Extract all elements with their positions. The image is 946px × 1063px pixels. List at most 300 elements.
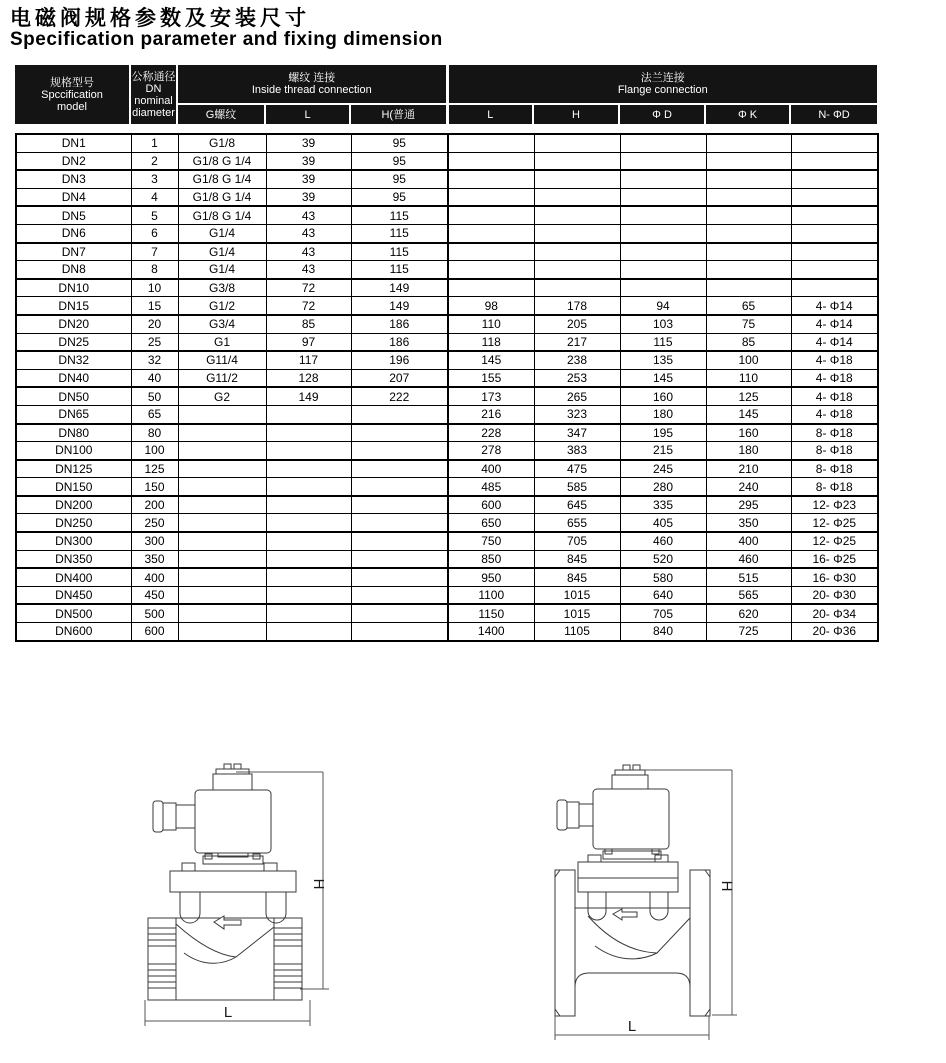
cell-thread-h: 115 [351,261,448,279]
cell-dn: 250 [131,514,178,532]
cell-thread-l [266,568,351,586]
cell-flange-d: 335 [620,496,706,514]
cell-g-thread: G1 [178,333,266,351]
cell-flange-k: 65 [706,297,791,315]
cell-flange-nd [791,188,878,206]
col-header-flange-l: L [447,104,533,124]
cell-model: DN600 [16,623,131,641]
cell-flange-nd: 8- Φ18 [791,478,878,496]
cell-model: DN200 [16,496,131,514]
cell-dn: 8 [131,261,178,279]
cell-flange-l: 173 [448,387,534,405]
cell-g-thread: G1/8 G 1/4 [178,206,266,224]
cell-thread-h: 115 [351,243,448,261]
cell-dn: 7 [131,243,178,261]
cell-dn: 100 [131,442,178,460]
cell-flange-k: 620 [706,604,791,622]
cell-g-thread: G11/4 [178,351,266,369]
cell-model: DN150 [16,478,131,496]
cell-flange-h [534,206,620,224]
threaded-valve-drawing [140,756,336,1048]
valve-seat-curve-lower [184,953,236,963]
cell-flange-l: 110 [448,315,534,333]
cell-flange-d: 580 [620,568,706,586]
cell-thread-h: 95 [351,188,448,206]
cell-flange-k: 515 [706,568,791,586]
cell-flange-h: 238 [534,351,620,369]
cell-flange-d: 195 [620,424,706,442]
cell-flange-k: 295 [706,496,791,514]
cell-dn: 6 [131,224,178,242]
flanged-valve-drawing [545,756,745,1056]
cell-dn: 20 [131,315,178,333]
bonnet-plate [578,862,678,892]
cell-flange-nd: 4- Φ14 [791,297,878,315]
col-header-model-en2: model [57,100,87,113]
page-title-chinese: 电磁阀规格参数及安装尺寸 [10,6,310,30]
cable-connector-mid [567,802,579,828]
cell-flange-nd: 4- Φ14 [791,315,878,333]
flow-arrow [613,909,637,920]
cell-flange-h: 475 [534,460,620,478]
cell-thread-l: 117 [266,351,351,369]
h-dimension-label: H [718,880,735,892]
cell-flange-l [448,170,534,188]
flange-left [555,870,575,1016]
cell-flange-d [620,188,706,206]
cell-model: DN400 [16,568,131,586]
cell-flange-d: 135 [620,351,706,369]
cell-flange-d: 180 [620,405,706,423]
cell-thread-h [351,442,448,460]
cell-flange-d [620,224,706,242]
cell-g-thread: G1/4 [178,224,266,242]
table-row [16,279,878,297]
table-row [16,496,878,514]
cell-flange-h: 655 [534,514,620,532]
body-lower-section [575,973,690,1014]
group-header-flange-en: Flange connection [617,84,708,96]
cell-flange-d: 280 [620,478,706,496]
cell-flange-d [620,152,706,170]
cell-model: DN25 [16,333,131,351]
cell-flange-d: 115 [620,333,706,351]
table-row [16,405,878,423]
cell-thread-h [351,460,448,478]
cell-dn: 65 [131,405,178,423]
cell-dn: 15 [131,297,178,315]
cell-flange-h [534,261,620,279]
cell-flange-h: 323 [534,405,620,423]
cell-g-thread: G1/8 G 1/4 [178,170,266,188]
cell-flange-l [448,188,534,206]
table-row [16,550,878,568]
cell-flange-nd: 4- Φ14 [791,333,878,351]
cell-flange-d [620,170,706,188]
group-header-thread-cn: 螺纹 连接 [288,72,336,84]
page-title-english: Specification parameter and fixing dimension [10,29,443,50]
cell-model: DN65 [16,405,131,423]
cell-flange-l [448,243,534,261]
cell-flange-l: 1400 [448,623,534,641]
cell-flange-nd: 16- Φ25 [791,550,878,568]
cell-model: DN8 [16,261,131,279]
table-row [16,424,878,442]
coil-cap [612,775,648,789]
table-row [16,586,878,604]
cell-flange-k: 460 [706,550,791,568]
cell-flange-d: 103 [620,315,706,333]
cell-thread-h: 115 [351,224,448,242]
cell-model: DN125 [16,460,131,478]
cell-flange-l: 400 [448,460,534,478]
spec-table-header [15,65,877,124]
cell-g-thread: G1/8 [178,134,266,152]
table-row [16,532,878,550]
cell-flange-d: 145 [620,369,706,387]
cell-g-thread: G3/4 [178,315,266,333]
cell-dn: 200 [131,496,178,514]
cell-thread-l: 43 [266,243,351,261]
cell-dn: 450 [131,586,178,604]
valve-seat-curve [588,916,690,953]
table-row [16,297,878,315]
table-row [16,442,878,460]
cell-flange-l [448,279,534,297]
cell-flange-h: 347 [534,424,620,442]
group-header-thread-en: Inside thread connection [251,84,372,96]
cell-flange-nd: 20- Φ34 [791,604,878,622]
cell-thread-l [266,532,351,550]
cell-flange-k: 110 [706,369,791,387]
cell-model: DN2 [16,152,131,170]
cell-flange-nd: 12- Φ25 [791,514,878,532]
coil-top-nub [633,765,640,770]
cell-flange-h: 705 [534,532,620,550]
cell-flange-k: 210 [706,460,791,478]
cell-flange-h: 1015 [534,604,620,622]
cell-flange-nd: 16- Φ30 [791,568,878,586]
cell-flange-h: 645 [534,496,620,514]
col-header-flange-d: Φ D [619,104,705,124]
cell-dn: 80 [131,424,178,442]
cell-flange-h: 217 [534,333,620,351]
bonnet-bolt [588,855,601,862]
cell-thread-h: 95 [351,152,448,170]
cell-flange-nd [791,243,878,261]
cell-dn: 5 [131,206,178,224]
cell-flange-d: 520 [620,550,706,568]
cell-dn: 3 [131,170,178,188]
cell-flange-l: 98 [448,297,534,315]
bonnet-bolt [182,863,195,871]
thread-hatch-right [274,928,302,988]
cell-thread-h: 149 [351,279,448,297]
cell-flange-d: 705 [620,604,706,622]
cell-flange-nd: 20- Φ36 [791,623,878,641]
cell-g-thread [178,405,266,423]
cable-connector-cap [557,800,567,830]
cell-g-thread [178,550,266,568]
cell-dn: 500 [131,604,178,622]
cell-flange-h: 253 [534,369,620,387]
cell-model: DN10 [16,279,131,297]
cell-thread-l [266,550,351,568]
col-header-thread-l: L [265,104,350,124]
cell-thread-h [351,478,448,496]
cell-flange-h: 1015 [534,586,620,604]
cell-flange-l: 650 [448,514,534,532]
cell-thread-h [351,568,448,586]
bonnet-plate [170,871,296,892]
cell-flange-k [706,224,791,242]
table-row [16,170,878,188]
cell-thread-l: 43 [266,261,351,279]
coil-top-nub [623,765,630,770]
table-row [16,224,878,242]
cell-model: DN500 [16,604,131,622]
cell-g-thread [178,532,266,550]
coil-top-nub [224,764,231,769]
table-row [16,369,878,387]
coil-box [195,790,271,853]
table-row [16,351,878,369]
cell-flange-l: 1100 [448,586,534,604]
cell-thread-h: 207 [351,369,448,387]
cable-connector-cap [153,801,163,832]
cell-flange-k [706,279,791,297]
table-row [16,333,878,351]
flange-right [690,870,710,1016]
cell-flange-l: 118 [448,333,534,351]
cell-thread-h [351,586,448,604]
cell-thread-l [266,460,351,478]
cell-flange-k: 75 [706,315,791,333]
cell-g-thread: G2 [178,387,266,405]
cell-flange-nd [791,279,878,297]
col-header-flange-h: H [533,104,619,124]
cell-thread-h: 196 [351,351,448,369]
cell-thread-l [266,424,351,442]
cell-g-thread [178,460,266,478]
cell-flange-l [448,224,534,242]
cell-thread-l: 43 [266,206,351,224]
cable-connector-base [579,804,593,826]
cell-model: DN32 [16,351,131,369]
table-row [16,460,878,478]
cell-flange-k: 400 [706,532,791,550]
table-row [16,514,878,532]
cell-thread-h [351,532,448,550]
cable-connector-mid [163,803,176,830]
cell-flange-l: 145 [448,351,534,369]
cell-dn: 125 [131,460,178,478]
cell-flange-k [706,188,791,206]
cell-thread-l: 149 [266,387,351,405]
cell-thread-l: 128 [266,369,351,387]
cell-flange-l: 228 [448,424,534,442]
cell-flange-d: 160 [620,387,706,405]
l-dimension-right [555,1016,709,1040]
cell-flange-l: 600 [448,496,534,514]
cell-flange-k: 125 [706,387,791,405]
cell-model: DN80 [16,424,131,442]
cell-dn: 50 [131,387,178,405]
cell-thread-l: 97 [266,333,351,351]
cell-flange-d: 245 [620,460,706,478]
table-row [16,604,878,622]
cell-thread-l [266,514,351,532]
table-row [16,315,878,333]
group-header-flange [447,65,877,104]
bonnet-tab [650,892,668,920]
cell-flange-h [534,134,620,152]
cell-flange-d [620,134,706,152]
cell-flange-l: 485 [448,478,534,496]
cell-dn: 300 [131,532,178,550]
cell-thread-h: 186 [351,333,448,351]
table-row [16,568,878,586]
table-row [16,478,878,496]
cell-flange-l: 155 [448,369,534,387]
cell-flange-nd: 4- Φ18 [791,405,878,423]
cell-thread-l [266,496,351,514]
cell-flange-k: 240 [706,478,791,496]
col-header-model [15,65,130,124]
cell-flange-nd: 4- Φ18 [791,387,878,405]
cell-g-thread [178,623,266,641]
cell-g-thread: G11/2 [178,369,266,387]
cell-dn: 4 [131,188,178,206]
cell-flange-k [706,261,791,279]
l-dimension-label: L [223,1004,233,1021]
cell-dn: 150 [131,478,178,496]
cell-flange-nd: 8- Φ18 [791,424,878,442]
cell-flange-nd: 4- Φ18 [791,351,878,369]
cell-flange-d [620,261,706,279]
cell-flange-k: 565 [706,586,791,604]
cell-g-thread [178,424,266,442]
cell-flange-k [706,134,791,152]
cell-g-thread [178,568,266,586]
cell-thread-l [266,478,351,496]
cell-thread-l: 39 [266,170,351,188]
cell-flange-h [534,224,620,242]
cell-flange-h: 1105 [534,623,620,641]
cell-flange-nd [791,152,878,170]
cell-thread-h: 149 [351,297,448,315]
spec-table-body [15,133,879,642]
table-row [16,188,878,206]
cell-thread-l [266,442,351,460]
cell-model: DN3 [16,170,131,188]
cell-flange-nd: 8- Φ18 [791,460,878,478]
cell-thread-l: 43 [266,224,351,242]
cell-flange-k: 145 [706,405,791,423]
cell-flange-d [620,206,706,224]
col-header-dn-cn: 公称通径 [131,70,176,83]
cell-model: DN20 [16,315,131,333]
cell-model: DN7 [16,243,131,261]
cell-model: DN1 [16,134,131,152]
col-header-dn-nominal: nominal [134,94,173,107]
cell-flange-l [448,206,534,224]
cell-flange-h: 265 [534,387,620,405]
cell-flange-k: 160 [706,424,791,442]
cell-model: DN250 [16,514,131,532]
h-dimension-left [236,772,329,989]
col-header-flange-k: Φ K [705,104,790,124]
cell-flange-d: 840 [620,623,706,641]
cell-g-thread [178,586,266,604]
cell-g-thread [178,604,266,622]
cell-flange-l [448,152,534,170]
cell-flange-nd [791,134,878,152]
table-row [16,152,878,170]
cell-g-thread: G3/8 [178,279,266,297]
cell-g-thread: G1/4 [178,261,266,279]
cell-model: DN15 [16,297,131,315]
cell-flange-h [534,152,620,170]
h-dimension-label: H [310,878,327,890]
cell-flange-nd [791,261,878,279]
cell-dn: 400 [131,568,178,586]
cell-flange-k: 725 [706,623,791,641]
cell-flange-nd: 20- Φ30 [791,586,878,604]
cell-model: DN6 [16,224,131,242]
cell-dn: 350 [131,550,178,568]
cell-thread-l [266,623,351,641]
table-row [16,261,878,279]
cell-dn: 32 [131,351,178,369]
cell-thread-h [351,496,448,514]
cell-thread-l [266,586,351,604]
cell-thread-h [351,424,448,442]
cell-flange-l: 1150 [448,604,534,622]
cell-flange-d [620,243,706,261]
cell-thread-l: 39 [266,134,351,152]
cell-dn: 10 [131,279,178,297]
l-dimension-label: L [627,1018,637,1035]
cell-flange-h: 205 [534,315,620,333]
bonnet-bolt [264,863,277,871]
table-row [16,243,878,261]
cell-dn: 1 [131,134,178,152]
cell-dn: 600 [131,623,178,641]
cell-thread-l: 39 [266,152,351,170]
cell-flange-k: 350 [706,514,791,532]
cell-flange-l [448,134,534,152]
col-header-g-thread: G螺纹 [177,104,265,124]
cell-flange-nd: 8- Φ18 [791,442,878,460]
coil-box [593,789,669,849]
cell-flange-h: 178 [534,297,620,315]
col-header-thread-h: H(普通 [350,104,447,124]
cell-flange-nd: 12- Φ23 [791,496,878,514]
cell-thread-l: 39 [266,188,351,206]
cell-flange-l: 950 [448,568,534,586]
cell-thread-h [351,623,448,641]
cell-flange-k [706,152,791,170]
cell-thread-h: 222 [351,387,448,405]
cell-flange-k [706,170,791,188]
cell-flange-nd [791,170,878,188]
cell-flange-d: 460 [620,532,706,550]
cell-flange-nd: 12- Φ25 [791,532,878,550]
cell-flange-h: 585 [534,478,620,496]
cell-model: DN300 [16,532,131,550]
cell-flange-l: 850 [448,550,534,568]
